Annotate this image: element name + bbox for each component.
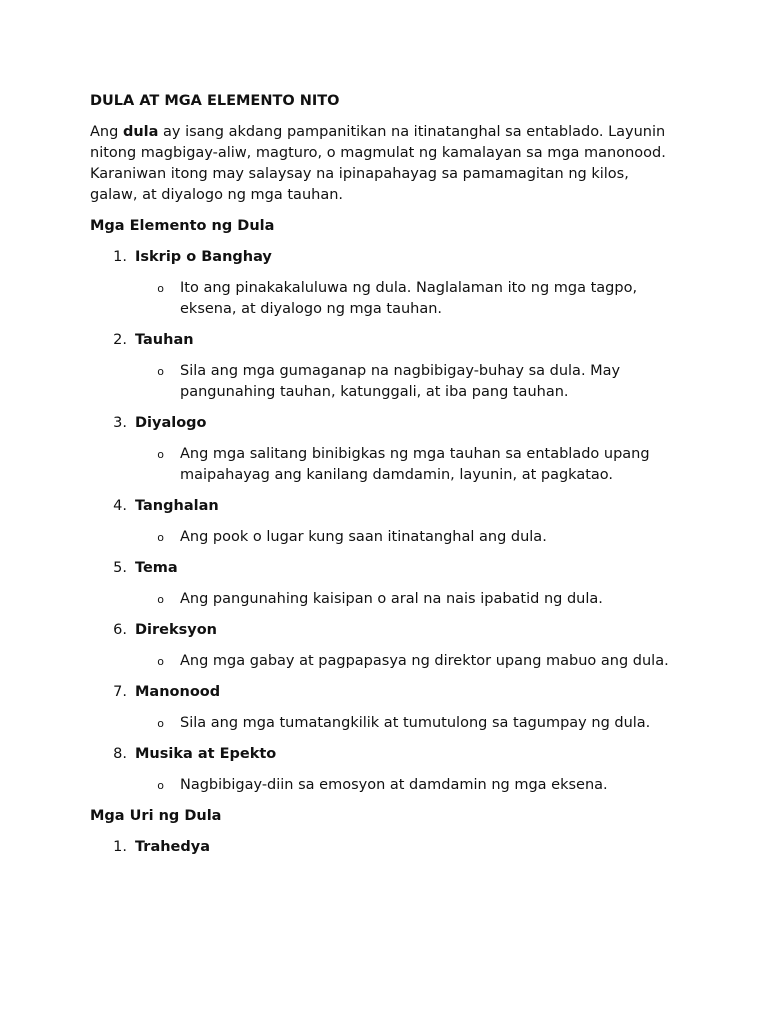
bullet-item <box>90 527 680 548</box>
bullet-icon: o <box>157 531 164 544</box>
bullet-item <box>90 775 680 796</box>
bullet-text: Ang mga gabay at pagpapasya ng direktor upang mabuo ang dula. <box>180 653 669 669</box>
item-number: 8. <box>113 746 127 762</box>
bullet-item <box>90 444 680 486</box>
bullet-icon: o <box>157 655 164 668</box>
bullet-text: Sila ang mga tumatangkilik at tumutulong sa tagumpay ng dula. <box>180 715 651 731</box>
bullet-item <box>90 713 680 734</box>
types-list <box>90 837 680 858</box>
item-title: Direksyon <box>135 622 218 638</box>
item-title: Iskrip o Banghay <box>135 249 272 265</box>
bullet-item <box>90 278 680 320</box>
document-title: DULA AT MGA ELEMENTO NITO <box>90 93 340 109</box>
item-number: 5. <box>113 560 127 576</box>
item-title: Manonood <box>135 684 221 700</box>
bullet-text: Nagbibigay-diin sa emosyon at damdamin ng mga eksena. <box>180 777 608 793</box>
intro-paragraph <box>90 122 680 206</box>
list-item <box>90 496 680 548</box>
intro-text-before: Ang <box>90 124 123 140</box>
item-number: 1. <box>113 249 127 265</box>
item-number: 4. <box>113 498 127 514</box>
item-title: Tema <box>135 560 178 576</box>
bullet-text: Ang mga salitang binibigkas ng mga tauhan sa entablado upang maipahayag ang kanilang damdamin, layunin, at pagkatao. <box>180 446 650 483</box>
list-item <box>90 330 680 403</box>
document-page <box>90 91 680 858</box>
types-heading: Mga Uri ng Dula <box>90 808 222 824</box>
list-item <box>90 620 680 672</box>
item-title: Diyalogo <box>135 415 207 431</box>
bullet-item <box>90 589 680 610</box>
bullet-text: Sila ang mga gumaganap na nagbibigay-buhay sa dula. May pangunahing tauhan, katunggali, at iba pang tauhan. <box>180 363 621 400</box>
item-title: Tanghalan <box>135 498 219 514</box>
bullet-item <box>90 651 680 672</box>
item-number: 7. <box>113 684 127 700</box>
item-title: Trahedya <box>135 839 211 855</box>
intro-bold-term: dula <box>122 124 159 140</box>
item-number: 1. <box>113 839 127 855</box>
bullet-text: Ang pangunahing kaisipan o aral na nais ipabatid ng dula. <box>180 591 603 607</box>
intro-text-after: ay isang akdang pampanitikan na itinatanghal sa entablado. Layunin nitong magbigay-aliw, magturo, o magmulat ng kamalayan sa mga manonood. Karaniwan itong may salaysay na ipinapahayag sa pamamagitan ng kilos, galaw, at diyalogo ng mga tauhan. <box>90 124 666 203</box>
list-item <box>90 837 680 858</box>
bullet-icon: o <box>157 448 164 461</box>
bullet-text: Ang pook o lugar kung saan itinatanghal ang dula. <box>180 529 547 545</box>
list-item <box>90 247 680 320</box>
bullet-icon: o <box>157 717 164 730</box>
list-item <box>90 558 680 610</box>
elements-list <box>90 247 680 796</box>
list-item <box>90 744 680 796</box>
item-title: Musika at Epekto <box>135 746 277 762</box>
item-number: 2. <box>113 332 127 348</box>
item-number: 3. <box>113 415 127 431</box>
item-title: Tauhan <box>135 332 194 348</box>
list-item <box>90 413 680 486</box>
bullet-text: Ito ang pinakakaluluwa ng dula. Naglalaman ito ng mga tagpo, eksena, at diyalogo ng mga tauhan. <box>180 280 638 317</box>
bullet-icon: o <box>157 365 164 378</box>
item-number: 6. <box>113 622 127 638</box>
bullet-icon: o <box>157 593 164 606</box>
bullet-icon: o <box>157 779 164 792</box>
bullet-icon: o <box>157 282 164 295</box>
bullet-item <box>90 361 680 403</box>
list-item <box>90 682 680 734</box>
elements-heading: Mga Elemento ng Dula <box>90 218 275 234</box>
